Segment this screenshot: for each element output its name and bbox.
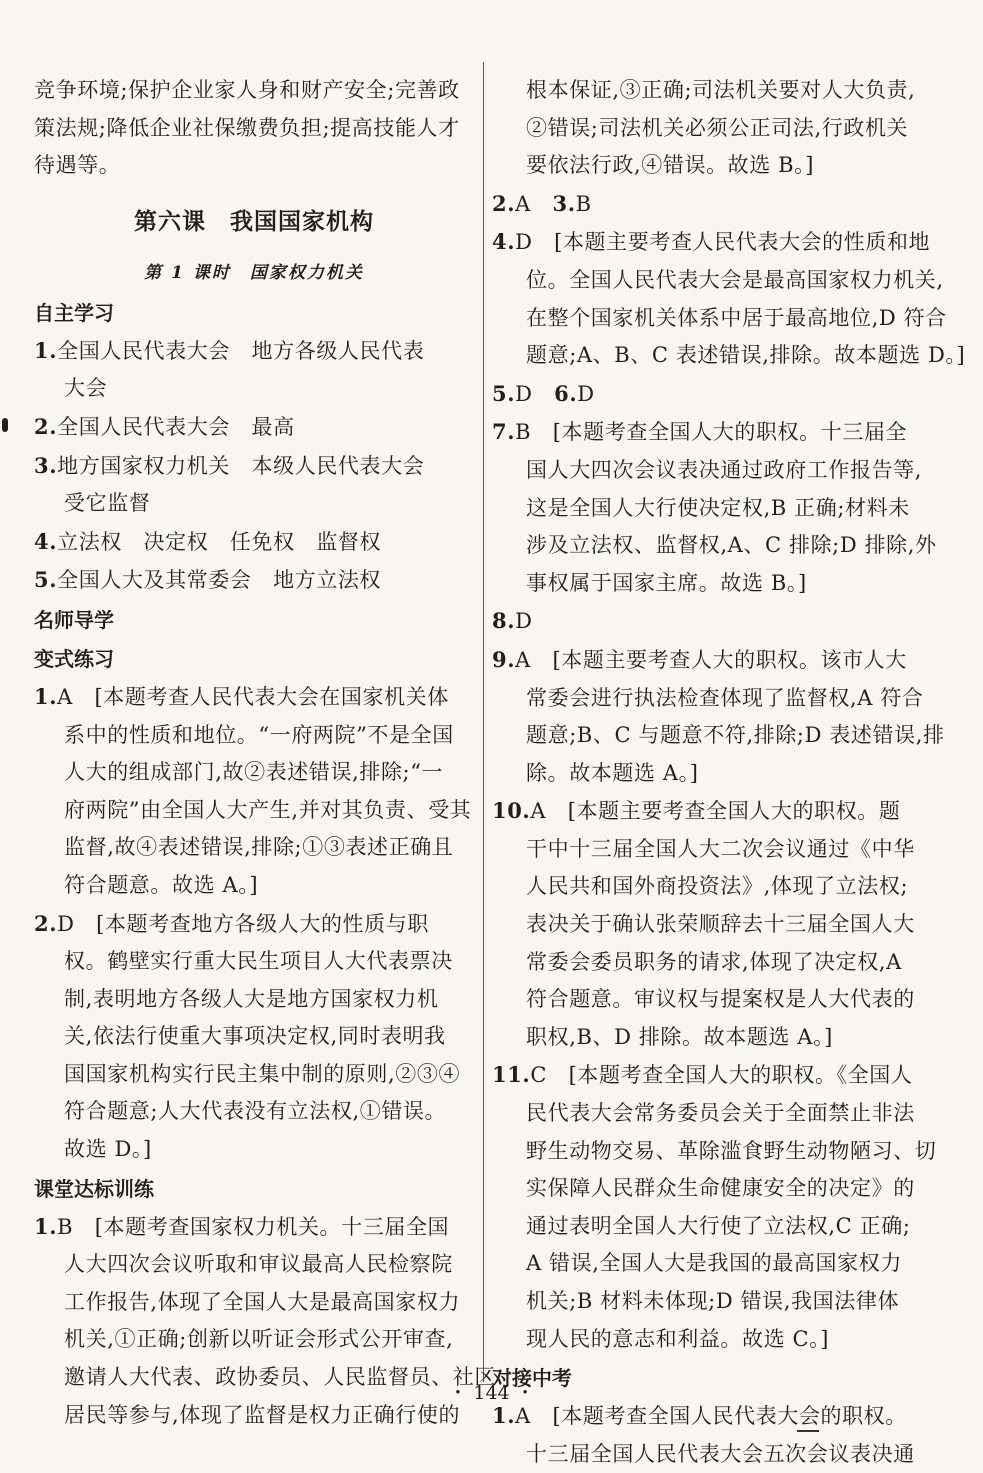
answer-line (34, 905, 474, 944)
item-text: 实保障人民群众生命健康安全的决定》的 (526, 1176, 915, 1201)
answer-line (34, 1284, 474, 1322)
answer-line (492, 300, 947, 338)
intro-line: 竞争环境;保护企业家人身和财产安全;完善政 (34, 78, 460, 102)
section-heading-exam: 对接中考 (492, 1366, 572, 1391)
item-text: 事权属于国家主席。故选 B。] (526, 570, 807, 595)
answer-line (492, 337, 966, 375)
item-number: 5. (34, 567, 58, 593)
item-text: 除。故本题选 A。] (526, 760, 699, 785)
answer-line (492, 868, 944, 906)
item-number: 1. (34, 683, 58, 709)
answer-line (492, 565, 944, 603)
item-number: 11. (492, 1062, 531, 1088)
answer-line (492, 831, 944, 869)
answer-line: ②错误;司法机关必须公正司法,行政机关 (526, 115, 909, 140)
answer-line (492, 641, 944, 680)
item-text: D [本题主要考查人民代表大会的性质和地 (515, 230, 931, 255)
answer-line (492, 680, 944, 718)
binding-mark (2, 418, 8, 432)
item-text: 故选 D。] (64, 1137, 152, 1162)
answer-line (34, 1208, 474, 1247)
period-title: 第 1 课时 国家权力机关 (144, 262, 364, 283)
item-text: C [本题考查全国人大的职权。《全国人 (530, 1063, 913, 1088)
answer-line (34, 754, 474, 792)
item-text: 全国人民代表大会 最高 (57, 414, 295, 439)
answer-line (34, 943, 474, 981)
item-text: 机关;B 材料未体现;D 错误,我国法律体 (526, 1289, 900, 1313)
item-text: 野生动物交易、革除滥食野生动物陋习、切 (526, 1138, 937, 1163)
answer-line (492, 223, 944, 262)
answer-line (34, 332, 474, 371)
item-text: 常委会委员职务的请求,体现了决定权,A (526, 949, 902, 974)
answer-line (34, 561, 474, 600)
self-study-list (34, 332, 474, 600)
answer-line (492, 1208, 944, 1246)
item-number: 2. (34, 910, 58, 936)
item-text: 人大的组成部门,故②表述错误,排除;“一 (64, 760, 444, 785)
answer-line (492, 755, 944, 793)
answer-line (492, 1019, 944, 1057)
item-text: 人大四次会议听取和审议最高人民检察院 (64, 1252, 453, 1277)
right-column (492, 72, 966, 1473)
item-text: 常委会进行执法检查体现了监督权,A 符合 (526, 685, 924, 710)
section-heading-class-training: 课堂达标训练 (34, 1176, 154, 1201)
answer-line (492, 792, 944, 831)
answer-line (34, 981, 474, 1019)
item-number: 4. (34, 528, 58, 554)
item-text: 题意;A、B、C 表述错误,排除。故本题选 D。] (526, 343, 966, 368)
item-text: B [本题考查全国人大的职权。十三届全 (515, 420, 908, 445)
answer-line (492, 906, 944, 944)
item-text: 涉及立法权、监督权,A、C 排除;D 排除,外 (526, 533, 937, 558)
answer-line (34, 1246, 474, 1284)
lesson-title: 第六课 我国国家机构 (134, 208, 374, 235)
item-number: 4. (492, 229, 516, 255)
answer-line (492, 413, 944, 452)
item-text: 表决关于确认张荣顺辞去十三届全国人大 (526, 912, 915, 937)
item-text: 位。全国人民代表大会是最高国家权力机关, (526, 267, 944, 292)
item-number: 7. (492, 419, 516, 445)
answer-line (34, 408, 474, 447)
item-text: 职权,B、D 排除。故本题选 A。] (526, 1024, 833, 1049)
item-text: 立法权 决定权 任免权 监督权 (57, 529, 382, 554)
item-text: 在整个国家机关体系中居于最高地位,D 符合 (526, 305, 947, 330)
item-number: 1. (34, 1213, 58, 1239)
item-text: 符合题意。审议权与提案权是人大代表的 (526, 987, 915, 1012)
answer-line (34, 678, 474, 717)
answer-line (492, 1133, 944, 1171)
answer-line (492, 1436, 944, 1473)
section-heading-self-study: 自主学习 (34, 300, 114, 325)
item-number: 2. (492, 190, 516, 216)
item-number: 6. (554, 380, 578, 406)
item-text: 民代表大会常务委员会关于全面禁止非法 (526, 1101, 915, 1126)
item-number: 3. (34, 452, 58, 478)
item-text: 工作报告,体现了全国人大是最高国家权力 (64, 1289, 461, 1314)
item-number: 2. (34, 413, 58, 439)
intro-block (34, 72, 474, 185)
item-text: A [本题主要考查全国人大的职权。题 (530, 799, 901, 824)
item-text: 这是全国人大行使决定权,B 正确;材料未 (526, 495, 910, 520)
answer-line (492, 1321, 944, 1359)
answer-line (492, 1056, 944, 1095)
item-text: A [本题考查全国人民代表大会的职权。 (515, 1404, 907, 1429)
item-text: 制,表明地方各级人大是地方国家权力机 (64, 986, 439, 1011)
answer-line (34, 867, 474, 905)
answer-line (492, 527, 944, 565)
answer-line (34, 829, 474, 867)
item-text: A [本题考查人民代表大会在国家机关体 (57, 684, 449, 709)
item-text: 干中十三届全国人大二次会议通过《中华 (526, 836, 915, 861)
item-text: D (577, 381, 595, 406)
column-divider (483, 62, 484, 1382)
answer-line (492, 981, 944, 1019)
page-number: ・ 144 ・ (448, 1382, 535, 1404)
item-text: A [本题主要考查人大的职权。该市人大 (515, 647, 907, 672)
variant-practice-list (34, 678, 474, 1169)
item-text: 邀请人大代表、政协委员、人民监督员、社区 (64, 1365, 496, 1390)
item-number: 1. (34, 337, 58, 363)
answer-line (492, 262, 944, 300)
answer-line (492, 185, 944, 224)
intro-line: 待遇等。 (34, 153, 121, 178)
item-text: 受它监督 (64, 491, 151, 516)
item-text: 国国家机构实行民主集中制的原则,②③④ (64, 1061, 461, 1086)
answer-line (34, 792, 474, 830)
footer-mark (797, 1430, 819, 1432)
answer-line (492, 717, 944, 755)
answer-line (492, 375, 944, 414)
answer-line (492, 452, 944, 490)
item-number: 5. (492, 380, 516, 406)
item-text: D (515, 609, 533, 634)
answer-line (34, 1056, 474, 1094)
item-text: 国人大四次会议表决通过政府工作报告等, (526, 457, 923, 482)
item-text: 地方国家权力机关 本级人民代表大会 (57, 453, 425, 478)
item-text: 权。鹤壁实行重大民生项目人大代表票决 (64, 949, 453, 974)
answer-line (34, 717, 474, 755)
item-number: 9. (492, 646, 516, 672)
item-text: A (515, 191, 553, 216)
item-text: 府两院”由全国人大产生,并对其负责、受其 (64, 797, 472, 822)
class-training-answers (492, 185, 966, 1358)
item-text: 居民等参与,体现了监督是权力正确行使的 (64, 1402, 461, 1427)
item-text: 符合题意。故选 A。] (64, 872, 259, 897)
answer-line (492, 490, 944, 528)
answer-line (34, 1018, 474, 1056)
item-text: 现人民的意志和利益。故选 C。] (526, 1326, 830, 1351)
item-text: 全国人大及其常委会 地方立法权 (57, 568, 382, 593)
item-number: 3. (552, 190, 576, 216)
answer-line (34, 1321, 474, 1359)
continued-answer (492, 72, 944, 185)
answer-line (34, 447, 474, 486)
item-text: 系中的性质和地位。“一府两院”不是全国 (64, 722, 454, 747)
section-heading-variant-practice: 变式练习 (34, 646, 114, 671)
item-text: B [本题考查国家权力机关。十三届全国 (57, 1214, 450, 1239)
answer-line (34, 1093, 474, 1131)
item-number: 8. (492, 608, 516, 634)
answer-line: 要依法行政,④错误。故选 B。] (526, 153, 815, 178)
answer-line (34, 485, 474, 523)
answer-line (492, 602, 944, 641)
item-text: 题意;B、C 与题意不符,排除;D 表述错误,排 (526, 723, 945, 748)
item-text: 机关,①正确;创新以听证会形式公开审查, (64, 1327, 454, 1352)
answer-line (492, 1283, 944, 1321)
answer-line (492, 1245, 944, 1283)
item-text: 人民共和国外商投资法》,体现了立法权; (526, 874, 909, 899)
item-text: 十三届全国人民代表大会五次会议表决通 (526, 1441, 915, 1466)
section-heading-teacher-guide: 名师导学 (34, 607, 114, 632)
intro-line: 策法规;降低企业社保缴费负担;提高技能人才 (34, 115, 460, 140)
item-text: D (515, 381, 555, 406)
item-text: D [本题考查地方各级人大的性质与职 (57, 911, 429, 936)
answer-line: 根本保证,③正确;司法机关要对人大负责, (526, 78, 916, 102)
item-text: 通过表明全国人大行使了立法权,C 正确; (526, 1213, 911, 1238)
answer-line (492, 1095, 944, 1133)
item-text: 监督,故④表述错误,排除;①③表述正确且 (64, 835, 454, 860)
answer-line (492, 1170, 944, 1208)
answer-line (34, 370, 474, 408)
item-text: 大会 (64, 376, 108, 401)
item-text: 符合题意;人大代表没有立法权,①错误。 (64, 1099, 447, 1124)
answer-line (492, 944, 944, 982)
item-number: 1. (492, 1403, 516, 1429)
item-text: A 错误,全国人大是我国的最高国家权力 (526, 1251, 902, 1276)
item-text: 关,依法行使重大事项决定权,同时表明我 (64, 1024, 446, 1049)
item-text: B (575, 191, 592, 216)
item-text: 全国人民代表大会 地方各级人民代表 (57, 338, 425, 363)
item-number: 10. (492, 798, 531, 824)
answer-line (34, 523, 474, 562)
answer-line (34, 1131, 474, 1169)
